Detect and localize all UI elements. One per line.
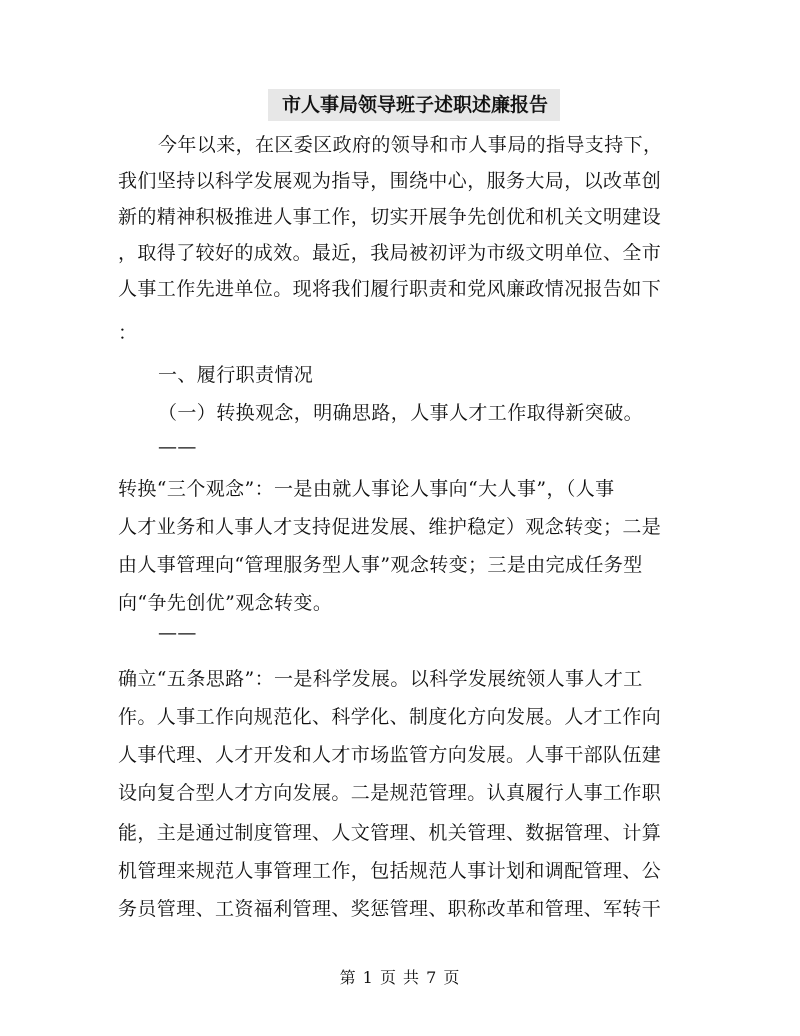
body-line: 人才业务和人事人才支持促进发展、维护稳定）观念转变；二是 <box>118 516 662 538</box>
body-line: 新的精神积极推进人事工作，切实开展争先创优和机关文明建设 <box>118 206 662 228</box>
body-line: 今年以来，在区委区政府的领导和市人事局的指导支持下， <box>158 134 663 156</box>
body-line: 向“争先创优”观念转变。 <box>118 592 333 614</box>
body-line: 人事工作先进单位。现将我们履行职责和党风廉政情况报告如下 <box>118 278 662 300</box>
subsection-heading: （一）转换观念，明确思路，人事人才工作取得新突破。 <box>158 402 644 424</box>
body-line: 作。人事工作向规范化、科学化、制度化方向发展。人才工作向 <box>118 706 662 728</box>
body-line: 设向复合型人才方向发展。二是规范管理。认真履行人事工作职 <box>118 782 662 804</box>
body-line: 确立“五条思路”：一是科学发展。以科学发展统领人事人才工 <box>118 668 643 690</box>
section-heading: 一、履行职责情况 <box>158 364 314 386</box>
body-line: 人事代理、人才开发和人才市场监管方向发展。人事干部队伍建 <box>118 744 662 766</box>
dash-separator: —— <box>158 436 197 458</box>
body-line: ，取得了较好的成效。最近，我局被初评为市级文明单位、全市 <box>118 242 662 264</box>
page-title: 市人事局领导班子述职述廉报告 <box>268 89 560 121</box>
dash-separator: —— <box>158 622 197 644</box>
body-line: 由人事管理向“管理服务型人事”观念转变；三是由完成任务型 <box>118 554 643 576</box>
page-number-footer: 第 1 页 共 7 页 <box>339 968 461 987</box>
body-line: 务员管理、工资福利管理、奖惩管理、职称改革和管理、军转干 <box>118 898 662 920</box>
body-line: 我们坚持以科学发展观为指导，围绕中心，服务大局，以改革创 <box>118 170 662 192</box>
body-line: 机管理来规范人事管理工作，包括规范人事计划和调配管理、公 <box>118 860 662 882</box>
body-line: 转换“三个观念”：一是由就人事论人事向“大人事”，（人事 <box>118 478 615 500</box>
body-line: ： <box>118 322 138 344</box>
body-line: 能，主是通过制度管理、人文管理、机关管理、数据管理、计算 <box>118 822 662 844</box>
